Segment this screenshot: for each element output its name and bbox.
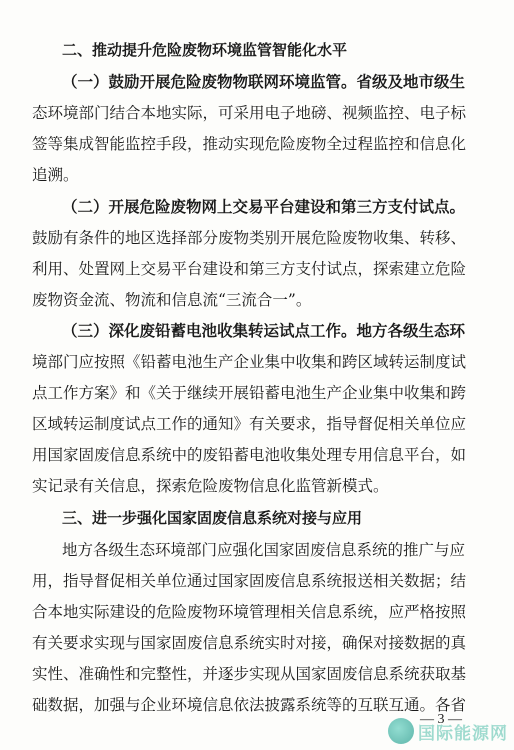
paragraph-line: 态环境部门结合本地实际，可采用电子地磅、视频监控、电子标 xyxy=(32,104,467,122)
section-heading: 二、推动提升危险废物环境监管智能化水平 xyxy=(62,41,348,59)
section-heading: 三、进一步强化国家固废信息系统对接与应用 xyxy=(62,509,363,527)
paragraph-line: 实性、准确性和完整性，并逐步实现从国家固废信息系统获取基 xyxy=(32,665,467,683)
watermark-text: 国际能源网 xyxy=(418,723,508,744)
paragraph-line: 合本地实际建设的危险废物环境管理相关信息系统，应严格按照 xyxy=(32,603,467,621)
watermark-logo-icon xyxy=(388,718,414,744)
watermark xyxy=(388,716,512,746)
paragraph-line: 有关要求实现与国家固废信息系统实时对接，确保对接数据的真 xyxy=(32,634,467,652)
paragraph-line: 实记录有关信息，探索危险废物信息化监管新模式。 xyxy=(32,477,389,495)
paragraph-line: 点工作方案》和《关于继续开展铅蓄电池生产企业集中收集和跨 xyxy=(32,384,467,402)
paragraph-line: 用，指导督促相关单位通过国家固废信息系统报送相关数据；结 xyxy=(32,572,467,590)
paragraph-line: 用国家固废信息系统中的废铅蓄电池收集处理专用信息平台，如 xyxy=(32,446,467,464)
paragraph-line: 利用、处置网上交易平台建设和第三方支付试点，探索建立危险 xyxy=(32,260,467,278)
paragraph-line: 签等集成智能监控手段，推动实现危险废物全过程监控和信息化 xyxy=(32,135,467,153)
paragraph-line: 区域转运制度试点工作的通知》有关要求，指导督促相关单位应 xyxy=(32,415,467,433)
paragraph-line: （一）鼓励开展危险废物物联网环境监管。省级及地市级生 xyxy=(62,72,466,91)
paragraph-line: 鼓励有条件的地区选择部分废物类别开展危险废物收集、转移、 xyxy=(32,229,467,247)
paragraph-line: 地方各级生态环境部门应强化国家固废信息系统的推广与应 xyxy=(62,541,466,559)
paragraph-line: 境部门应按照《铅蓄电池生产企业集中收集和跨区域转运制度试 xyxy=(32,353,467,371)
paragraph-line: （三）深化废铅蓄电池收集转运试点工作。地方各级生态环 xyxy=(62,321,466,340)
paragraph-line: 追溯。 xyxy=(32,166,79,184)
paragraph-line: 废物资金流、物流和信息流“三流合一”。 xyxy=(32,291,312,309)
paragraph-line: 础数据，加强与企业环境信息依法披露系统等的互联互通。各省 xyxy=(32,696,467,714)
page-number: — 3 — xyxy=(420,712,462,727)
paragraph-line: （二）开展危险废物网上交易平台建设和第三方支付试点。 xyxy=(62,197,466,216)
